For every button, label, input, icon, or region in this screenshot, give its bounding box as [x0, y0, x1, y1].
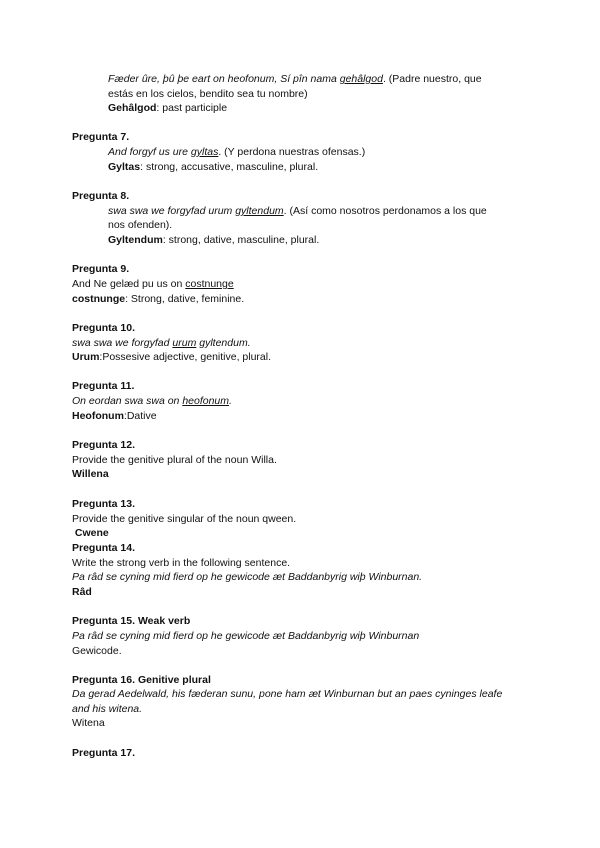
q8-title: Pregunta 8.	[72, 190, 130, 202]
q16-sentence-line1: Da gerad Aedelwald, his fæderan sunu, pone ham æt Winburnan but an paes cyninges leafe	[72, 688, 503, 700]
q8-term: Gyltendum	[108, 234, 163, 246]
q9-sentence-text: And Ne gelæd pu us on	[72, 278, 186, 290]
q14-sentence: Pa râd se cyning mid fierd op he gewicode æt Baddanbyrig wiþ Winburnan.	[72, 571, 423, 583]
intro-underlined-word: gehâlgod	[339, 73, 383, 85]
q15-answer: Gewicode.	[72, 645, 122, 657]
q11-term-line	[72, 410, 157, 423]
q12-prompt: Provide the genitive plural of the noun Willa.	[72, 454, 277, 466]
q7-title: Pregunta 7.	[72, 131, 130, 143]
q7-term: Gyltas	[108, 161, 141, 173]
q10-underlined-word: urum	[172, 337, 197, 349]
q10-term-desc: :Possesive adjective, genitive, plural.	[99, 351, 272, 363]
q15-sentence: Pa râd se cyning mid fierd op he gewicode æt Baddanbyrig wiþ Winburnan	[72, 630, 420, 642]
q9-sentence	[72, 278, 234, 291]
q10-title: Pregunta 10.	[72, 322, 136, 334]
q11-sentence-end: .	[229, 395, 232, 407]
q8-term-line	[108, 234, 319, 247]
q13-prompt: Provide the genitive singular of the noun qween.	[72, 513, 297, 525]
q8-translation: . (Así como nosotros perdonamos a los que	[283, 205, 487, 217]
q10-sentence	[72, 337, 251, 350]
q12-title: Pregunta 12.	[72, 439, 136, 451]
q8-sentence-text: swa swa we forgyfad urum	[108, 205, 236, 217]
q13-title: Pregunta 13.	[72, 498, 136, 510]
q16-sentence-line2: and his witena.	[72, 703, 143, 715]
q14-prompt: Write the strong verb in the following sentence.	[72, 557, 291, 569]
q11-underlined-word: heofonum	[182, 395, 230, 407]
q8-underlined-word: gyltendum	[235, 205, 284, 217]
q10-sentence-text: swa swa we forgyfad	[72, 337, 173, 349]
q11-sentence	[72, 395, 232, 408]
intro-term: Gehâlgod	[108, 102, 157, 114]
q7-sentence-text: And forgyf us ure	[108, 146, 191, 158]
intro-sentence-line2: estás en los cielos, bendito sea tu nombre)	[108, 88, 308, 100]
q11-sentence-text: On eordan swa swa on	[72, 395, 183, 407]
q12-answer: Willena	[72, 468, 109, 480]
q9-title: Pregunta 9.	[72, 263, 130, 275]
q9-term-line	[72, 293, 244, 306]
q10-term-line	[72, 351, 271, 364]
q13-answer: Cwene	[72, 527, 109, 539]
q7-term-desc: : strong, accusative, masculine, plural.	[140, 161, 319, 173]
q8-sentence-line2: nos ofenden).	[108, 219, 173, 231]
q9-underlined-word: costnunge	[185, 278, 234, 290]
q14-title: Pregunta 14.	[72, 542, 136, 554]
q14-answer: Râd	[72, 586, 92, 598]
q8-term-desc: : strong, dative, masculine, plural.	[162, 234, 320, 246]
q7-translation: . (Y perdona nuestras ofensas.)	[218, 146, 366, 158]
intro-term-desc: : past participle	[156, 102, 228, 114]
q7-underlined-word: gyltas	[190, 146, 219, 158]
q11-title: Pregunta 11.	[72, 380, 135, 392]
q8-sentence	[108, 205, 487, 218]
q9-term-desc: : Strong, dative, feminine.	[125, 293, 245, 305]
q7-sentence	[108, 146, 365, 159]
q17-title: Pregunta 17.	[72, 747, 136, 759]
q10-sentence-end: gyltendum.	[196, 337, 251, 349]
q16-answer: Witena	[72, 717, 105, 729]
intro-sentence-text: Fæder ûre, þû þe eart on heofonum, Sí pîn nama	[108, 73, 340, 85]
intro-term-line	[108, 102, 227, 115]
q16-title: Pregunta 16. Genitive plural	[72, 674, 211, 686]
q11-term: Heofonum	[72, 410, 124, 422]
q11-term-desc: :Dative	[123, 410, 157, 422]
intro-translation: . (Padre nuestro, que	[382, 73, 482, 85]
q10-term: Urum	[72, 351, 100, 363]
intro-sentence-line1	[108, 73, 482, 86]
q15-title: Pregunta 15. Weak verb	[72, 615, 191, 627]
q7-term-line	[108, 161, 318, 174]
q9-term: costnunge	[72, 293, 126, 305]
